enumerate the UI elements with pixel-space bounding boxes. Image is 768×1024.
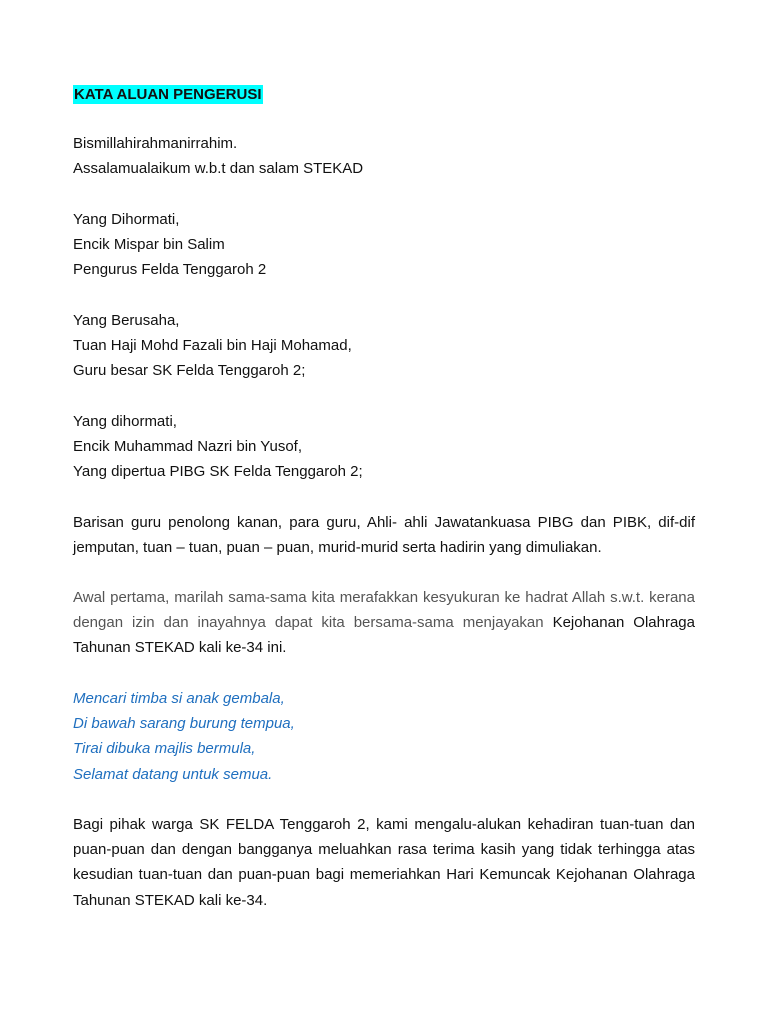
greeting-3-line-2: Encik Muhammad Nazri bin Yusof, <box>73 438 302 456</box>
paragraph-2 <box>73 585 695 661</box>
paragraph-3: Bagi pihak warga SK FELDA Tenggaroh 2, kami mengalu-alukan kehadiran tuan-tuan dan puan-puan dan dengan bangganya meluahkan rasa terima kasih yang tidak terhingga atas kesudian tuan-tuan dan puan-puan bagi memeriahkan Hari Kemuncak Kejohanan Olahraga Tahunan STEKAD kali ke-34. <box>73 816 695 909</box>
greeting-2-line-1: Yang Berusaha, <box>73 312 180 329</box>
greeting-1-line-3: Pengurus Felda Tenggaroh 2 <box>73 261 267 279</box>
document-title: KATA ALUAN PENGERUSI <box>74 86 262 103</box>
pantun-block <box>73 686 695 787</box>
pantun-line-4: Selamat datang untuk semua. <box>73 765 273 783</box>
paragraph-2-intro: Awal pertama, marilah sama-sama kita merafakkan kesyukuran ke hadrat Allah s.w.t. kerana dengan izin dan inayahnya dapat kita bersama-sama menjayakan <box>73 589 695 632</box>
greeting-1-line-1: Yang Dihormati, <box>73 211 180 228</box>
greeting-3-line-1: Yang dihormati, <box>73 413 177 430</box>
opening-block <box>73 131 695 181</box>
greeting-1-line-2: Encik Mispar bin Salim <box>73 236 225 254</box>
greeting-2-line-2: Tuan Haji Mohd Fazali bin Haji Mohamad, <box>73 337 352 355</box>
pantun-line-2: Di bawah sarang burung tempua, <box>73 715 295 733</box>
pantun-line-1: Mencari timba si anak gembala, <box>73 690 285 707</box>
greeting-block-3 <box>73 409 695 485</box>
paragraph-2-event: Kejohanan Olahraga Tahunan STEKAD kali ke-34 ini. <box>73 614 695 657</box>
greeting-3-line-3: Yang dipertua PIBG SK Felda Tenggaroh 2; <box>73 463 363 481</box>
opening-line-1: Bismillahirahmanirrahim. <box>73 135 238 152</box>
greeting-block-2 <box>73 308 695 384</box>
paragraph-1: Barisan guru penolong kanan, para guru, Ahli- ahli Jawatankuasa PIBG dan PIBK, dif-dif jemputan, tuan – tuan, puan – puan, murid-murid serta hadirin yang dimuliakan. <box>73 514 695 557</box>
greeting-block-1 <box>73 207 695 283</box>
heading-block <box>73 82 263 107</box>
opening-line-2: Assalamualaikum w.b.t dan salam STEKAD <box>73 160 364 178</box>
greeting-2-line-3: Guru besar SK Felda Tenggaroh 2; <box>73 362 306 380</box>
pantun-line-3: Tirai dibuka majlis bermula, <box>73 740 256 758</box>
